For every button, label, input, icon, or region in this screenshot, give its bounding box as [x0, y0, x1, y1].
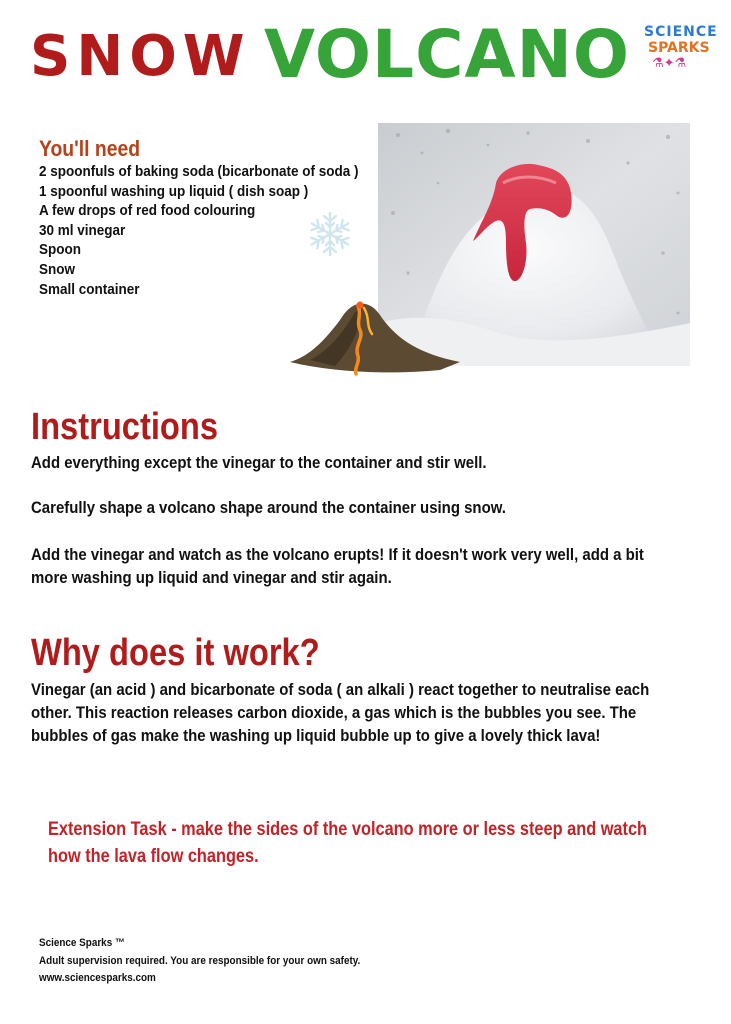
list-item: 30 ml vinegar — [39, 221, 126, 239]
list-item: Spoon — [39, 241, 81, 259]
list-item: A few drops of red food colouring — [39, 202, 256, 220]
why-heading: Why does it work? — [31, 632, 320, 674]
instruction-step: Add everything except the vinegar to the container and stir well. — [31, 453, 487, 472]
footer — [39, 935, 396, 988]
instruction-step: Carefully shape a volcano shape around the container using snow. — [31, 498, 506, 517]
list-item: Small container — [39, 280, 140, 298]
list-item: Snow — [39, 260, 75, 278]
footer-url: www.sciencesparks.com — [39, 972, 156, 984]
footer-brand: Science Sparks ™ — [39, 937, 125, 949]
title-word-snow: SNOW — [30, 24, 251, 89]
logo-line-science: SCIENCE — [644, 24, 718, 40]
logo-line-sparks: SPARKS — [648, 40, 710, 56]
list-item: 1 spoonful washing up liquid ( dish soap ) — [39, 182, 309, 200]
extension-task: Extension Task - make the sides of the volcano more or less steep and watch how the lava flow changes. — [48, 819, 648, 867]
needs-heading: You'll need — [39, 136, 141, 161]
snowflake-icon — [306, 210, 354, 258]
title-word-volcano: VOLCANO — [264, 16, 630, 93]
list-item: 2 spoonfuls of baking soda (bicarbonate of soda ) — [39, 163, 359, 180]
flask-icons: ⚗✦⚗ — [652, 56, 687, 71]
instruction-step: Add the vinegar and watch as the volcano erupts! If it doesn't work very well, add a bit more washing up liquid and vinegar and stir again. — [31, 545, 644, 587]
instructions-heading: Instructions — [31, 406, 219, 448]
science-sparks-logo — [644, 24, 718, 82]
mini-volcano-illustration — [290, 300, 460, 380]
footer-disclaimer: Adult supervision required. You are responsible for your own safety. — [39, 954, 361, 967]
why-explanation: Vinegar (an acid ) and bicarbonate of soda ( an alkali ) react together to neutralise each other. This reaction releases carbon dioxide, a gas which is the bubbles you see. The bubbles of gas make the washing up liquid bubble up to give a lovely thick lava! — [31, 680, 650, 745]
